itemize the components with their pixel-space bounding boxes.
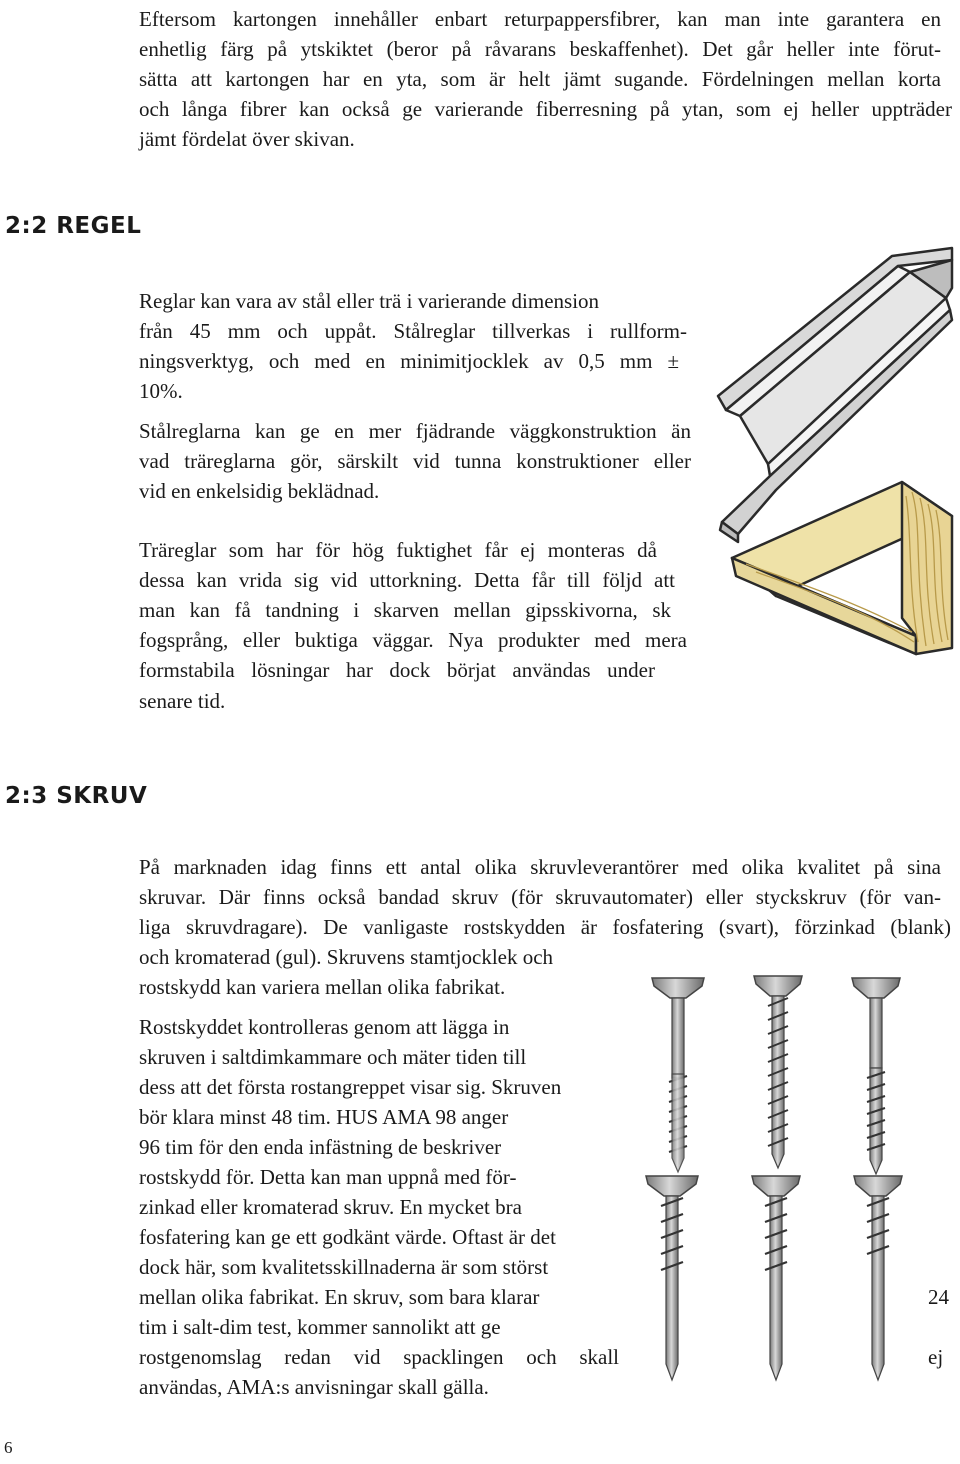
section-heading-regel: 2:2 REGEL: [5, 213, 142, 239]
stray-word-24: 24: [928, 1285, 949, 1309]
intro-line-1: Eftersom kartongen innehåller enbart returpappersfibrer, kan man inte garantera en: [139, 7, 941, 31]
skruv-line-14: dock här, som kvalitetsskillnaderna är som störst: [139, 1255, 549, 1279]
regel-line-7: vid en enkelsidig beklädnad.: [139, 479, 380, 503]
page-number: 6: [4, 1438, 13, 1457]
regel-line-11: fogsprång, eller buktiga väggar. Nya produkter med mera: [139, 628, 687, 652]
skruv-line-5: rostskydd kan variera mellan olika fabrikat.: [139, 975, 506, 999]
stray-word-ej: ej: [928, 1345, 944, 1369]
intro-line-3: sätta att kartongen har en yta, som är helt jämt sugande. Fördelningen mellan korta: [139, 67, 941, 91]
regel-line-5: Stålreglarna kan ge en mer fjädrande väggkonstruktion än: [139, 419, 691, 443]
regel-line-8: Träreglar som har för hög fuktighet får ej monteras då: [139, 538, 657, 562]
skruv-line-18: användas, AMA:s anvisningar skall gälla.: [139, 1375, 489, 1399]
regel-line-9: dessa kan vrida sig vid uttorkning. Detta får till följd att: [139, 568, 675, 592]
skruv-line-1: På marknaden idag finns ett antal olika skruvleverantörer med olika kvalitet på sina: [139, 855, 941, 879]
skruv-line-15: mellan olika fabrikat. En skruv, som bara klarar: [139, 1285, 540, 1309]
regel-line-4: 10%.: [139, 379, 183, 403]
intro-line-5: jämt fördelat över skivan.: [139, 127, 355, 151]
skruv-line-11: rostskydd för. Detta kan man uppnå med för-: [139, 1165, 517, 1189]
skruv-line-10: 96 tim för den enda infästning de beskriver: [139, 1135, 502, 1159]
skruv-line-8: dess att det första rostangreppet visar sig. Skruven: [139, 1075, 562, 1099]
screw-icon: [652, 978, 704, 1172]
regel-line-12: formstabila lösningar har dock börjat användas under: [139, 658, 655, 682]
screw-icon: [646, 1176, 698, 1380]
skruv-line-7: skruven i saltdimkammare och mäter tiden till: [139, 1045, 527, 1069]
regel-line-6: vad träreglarna gör, särskilt vid tunna konstruktioner eller: [139, 449, 691, 473]
skruv-line-6: Rostskyddet kontrolleras genom att lägga in: [139, 1015, 510, 1039]
stud-illustration: [716, 246, 960, 698]
regel-line-13: senare tid.: [139, 689, 226, 713]
screw-icon: [852, 978, 900, 1174]
regel-line-2: från 45 mm och uppåt. Stålreglar tillverkas i rullform-: [139, 319, 687, 343]
skruv-line-2: skruvar. Där finns också bandad skruv (för skruvautomater) eller styckskruv (för van-: [139, 885, 941, 909]
intro-line-4: och långa fibrer kan också ge varierande fiberresning på ytan, som ej heller uppträder: [139, 97, 952, 121]
regel-line-10: man kan få tandning i skarven mellan gipsskivorna, sk: [139, 598, 671, 622]
screw-icon: [754, 976, 802, 1168]
screw-icon: [752, 1176, 800, 1380]
screws-illustration: [640, 960, 920, 1280]
skruv-line-12: zinkad eller kromaterad skruv. En mycket bra: [139, 1195, 522, 1219]
skruv-line-3: liga skruvdragare). De vanligaste rostskydden är fosfatering (svart), förzinkad (blank): [139, 915, 951, 939]
skruv-line-4: och kromaterad (gul). Skruvens stamtjocklek och: [139, 945, 554, 969]
skruv-line-16: tim i salt-dim test, kommer sannolikt att ge: [139, 1315, 501, 1339]
regel-line-1: Reglar kan vara av stål eller trä i varierande dimension: [139, 289, 600, 313]
skruv-line-9: bör klara minst 48 tim. HUS AMA 98 anger: [139, 1105, 509, 1129]
skruv-line-17: rostgenomslag redan vid spacklingen och skall: [139, 1345, 619, 1369]
regel-line-3: ningsverktyg, och med en minimitjocklek av 0,5 mm ±: [139, 349, 679, 373]
skruv-line-13: fosfatering kan ge ett godkänt värde. Oftast är det: [139, 1225, 556, 1249]
intro-line-2: enhetlig färg på ytskiktet (beror på råvarans beskaffenhet). Det går heller inte förut-: [139, 37, 941, 61]
section-heading-skruv: 2:3 SKRUV: [5, 783, 148, 809]
screw-icon: [854, 1176, 902, 1380]
